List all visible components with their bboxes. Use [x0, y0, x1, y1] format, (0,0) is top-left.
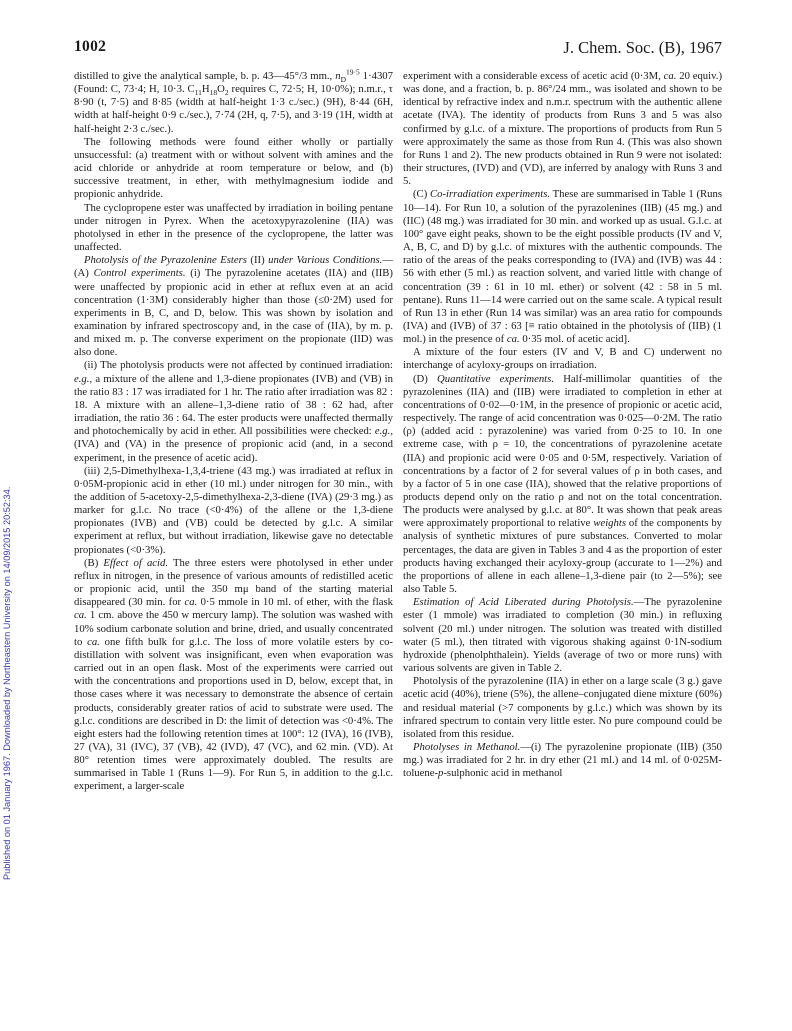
paragraph-analytical-sample: distilled to give the analytical sample, b. p. 43—45°/3 mm., $n_D^{19\cdot 5}$ 1·4307 (Found: C, 73·4; H, 10·3. $C_{11}H_{18}O_2$ requires C, 72·5; H, 10·0%); n.m.r., τ 8·90 (t, 7·5) and 8·85 (width at half-height 1·3 c./sec.) (9H), 8·44 (6H, width at half-height 0·9 c./sec.), 7·74 (2H, q, 7·5), and 3·19 (1H, width at half-height 2·3 c./sec.). [74, 67, 393, 135]
paragraph-triene: (iii) 2,5-Dimethylhexa-1,3,4-triene (43 mg.) was irradiated at reflux in 0·05M-propionic acid in ether (10 ml.) under nitrogen for 30 min., with the addition of 5-acetoxy-2,5-dimethylhexa-2,3-diene (IVA) (29·3 mg.) as marker for g.l.c. No trace (<0·4%) of the allene or the 1,3-diene propionates (IVB) and (VB) could be detected by g.l.c. A similar experiment at reflux, but without irradiation, likewise gave no detectable propionates (<0·3%). [74, 464, 393, 556]
page-number: 1002 [74, 38, 107, 55]
left-column [74, 67, 393, 794]
subheading-co-irradiation: Co-irradiation experiments. [430, 188, 551, 201]
section-heading-acid-estimation: Estimation of Acid Liberated during Photolysis. [413, 596, 634, 609]
page-header [74, 38, 722, 60]
paragraph-large-scale: experiment with a considerable excess of acetic acid (0·3M, ca. 20 equiv.) was done, and a fraction, b. p. 86°/24 mm., was isolated and shown to be identical by refractive index and n.m.r. spectrum with the authentic allene acetate (IVA). The identity of products from Runs 3 and 5 was also confirmed by g.l.c. of a mixture. The proportions of products from Run 5 were approximately the same as those from Run 4. (This was also shown for Runs 1 and 2). The new products obtained in Run 9 were not isolated: their structures, (IVD) and (VD), are inferred by analogy with Runs 3 and 5. [403, 70, 722, 188]
paragraph-co-irradiation: (C) Co-irradiation experiments. These are summarised in Table 1 (Runs 10—14). For Run 10, a solution of the pyrazolenines (IIB) (45 mg.) and (IIC) (48 mg.) was irradiated for 30 min. and worked up as usual. G.l.c. at 100° gave eight peaks, shown to be the eight possible products (IV and V, A, B, C, and D) by g.l.c. of mixtures with the authentic compounds. The ratio of the areas of the peaks corresponding to (IVA) and (IVB) was 44 : 56 with ether (5 ml.) as reaction solvent, and varied little with change of concentration (39 : 61 in 10 ml. ether) or solvent (42 : 58 in 5 ml. pentane). Runs 11—14 were carried out on the same scale. A typical result of Run 13 in ether (Run 14 was similar) was an area ratio for compounds (IVA) and (IVB) of 37 : 63 [≡ ratio obtained in the photolysis of (IIB) (1 mol.) in the presence of ca. 0·35 mol. of acetic acid]. [403, 188, 722, 346]
section-heading-methanol: Photolyses in Methanol. [413, 740, 521, 753]
subheading-effect-of-acid: Effect of acid. [103, 556, 169, 569]
paragraph-unsuccessful-methods: The following methods were found either wholly or partially unsuccessful: (a) treatment with or without solvent with amines and the acid chloride or anhydride at room temperature or below, and (b) successive treatment, in ether, with methylmagnesium iodide and propionic anhydride. [74, 135, 393, 201]
paragraph-four-esters: A mixture of the four esters (IV and V, B and C) underwent no interchange of acyloxy-groups on irradiation. [403, 346, 722, 372]
paragraph-acid-estimation: Estimation of Acid Liberated during Photolysis.—The pyrazolenine ester (1 mmole) was irradiated to completion (30 min.) in refluxing solvent (20 ml.) under nitrogen. The solution was treated with distilled water (5 ml.), then titrated with vigorous shaking against 0·1N-sodium hydroxide (phenolphthalein). Yields (average of two or more runs) with various solvents are given in Table 2. [403, 596, 722, 675]
paragraph-control-experiments: Photolysis of the Pyrazolenine Esters (II) under Various Conditions.—(A) Control experiments. (i) The pyrazolenine acetates (IIA) and (IIB) were unaffected by propionic acid in ether at reflux even at an acid concentration (1·3M) considerably higher than those (≤0·2M) used for experiments in B, C, and D, below. This was shown by isolation and examination by infrared spectroscopy and, in the case of (IIA), by m. p. and mixed m. p. The converse experiment on the propionate (IID) was also done. [74, 254, 393, 359]
subheading-quantitative: Quantitative experiments. [437, 372, 554, 385]
paragraph-continued-irradiation: (ii) The photolysis products were not affected by continued irradiation: e.g., a mixture of the allene and 1,3-diene propionates (IVB) and (VB) in the ratio 83 : 17 was irradiated for 1 hr. The ratio after irradiation was 82 : 18. A mixture with an allene–1,3-diene ratio of 38 : 62 had, after irradiation, the ratio 36 : 64. The ester products were unaffected thermally and photochemically by acid in ether. All possibilities were checked: e.g., (IVA) and (VA) in the presence of propionic acid (and, in a second experiment, in the presence of acetic acid). [74, 359, 393, 464]
paragraph-effect-of-acid: (B) Effect of acid. The three esters were photolysed in ether under reflux in nitrogen, in the presence of various amounts of redistilled acetic or propionic acid, until the 350 mμ band of the starting material disappeared (30 min. for ca. 0·5 mmole in 10 ml. of ether, with the flask ca. 1 cm. above the 450 w mercury lamp). The solution was washed with 10% sodium carbonate solution and brine, dried, and usually concentrated to ca. one fifth bulk for g.l.c. The loss of more volatile esters by co-distillation with solvent was insignificant, even when evaporation was carried out in an open flask. Most of the experiments were carried out with the concentrations and proportions used in D, below, except that, in those cases where it was necessary to demonstrate the absence of certain products, considerably greater ratios of acid to substrate were used. The g.l.c. conditions are described in D: the limit of detection was <0·4%. The eight esters had the following retention times at 100°: 12 (IVA), 16 (IVB), 27 (VA), 31 (IVC), 37 (VB), 42 (IVD), 47 (VC), and 62 min. (VD). At 80° retention times were approximately doubled. The results are summarised in Table 1 (Runs 1—9). For Run 5, in addition to the g.l.c. experiment, a larger-scale [74, 556, 393, 793]
paragraph-large-scale-photolysis: Photolysis of the pyrazolenine (IIA) in ether on a large scale (3 g.) gave acetic acid (40%), triene (5%), the allene–conjugated diene mixture (60%) and residual material (>7 components by g.l.c.) which was shown by its infrared spectrum to contain very little ester. No pure compound could be isolated from this residue. [403, 675, 722, 740]
paragraph-methanol: Photolyses in Methanol.—(i) The pyrazolenine propionate (IIB) (350 mg.) was irradiated for 2 hr. in dry ether (21 ml.) and 14 ml. of 0·025M-toluene-p-sulphonic acid in methanol [403, 740, 723, 780]
paragraph-cyclopropene: The cyclopropene ester was unaffected by irradiation in boiling pentane under nitrogen in Pyrex. When the acetoxypyrazolenine (IIA) was photolysed in ether in the presence of the cyclopropene, the latter was unaffected. [74, 201, 393, 254]
right-column [403, 70, 722, 780]
section-heading-photolysis: Photolysis of the Pyrazolenine Esters [84, 254, 247, 267]
journal-running-head: J. Chem. Soc. (B), 1967 [563, 38, 722, 57]
download-notice[interactable]: Published on 01 January 1967. Downloaded by Northeastern University on 14/09/2015 20:52:34. [2, 486, 12, 880]
subheading-control: Control experiments. [93, 267, 186, 280]
paragraph-quantitative: (D) Quantitative experiments. Half-millimolar quantities of the pyrazolenines (IIA) and (IIB) were irradiated to completion in ether at concentrations of 0·02—0·1M, in the presence of propionic or acetic acid, respectively. The range of acid concentration was 0·025—0·2M. The ratio (ρ) (added acid : pyrazolenine) was varied from 0·25 to 10. In one extreme case, with ρ = 10, the concentrations of pyrazolenine acetate (IIA) and propionic acid were 0·05 and 0·5M, respectively. Variation of concentrations by a factor of 2 for several values of ρ in both cases, and by a factor of 5 in one case (IIA), showed that the relative proportions of products depend only on the ratio ρ and not on the total concentration. The products were analysed by g.l.c. at 80°. It was shown that peak areas were approximately proportional to relative weights of the components by analysis of synthetic mixtures of pure substances. Converted to molar percentages, the data are given in Tables 3 and 4 as the proportion of ester products having exchanged their acyloxy-group (accurate to 1—2%) and the proportions of allene in each allene–1,3-diene pair (to 2—5%); see also Table 5. [403, 372, 723, 596]
